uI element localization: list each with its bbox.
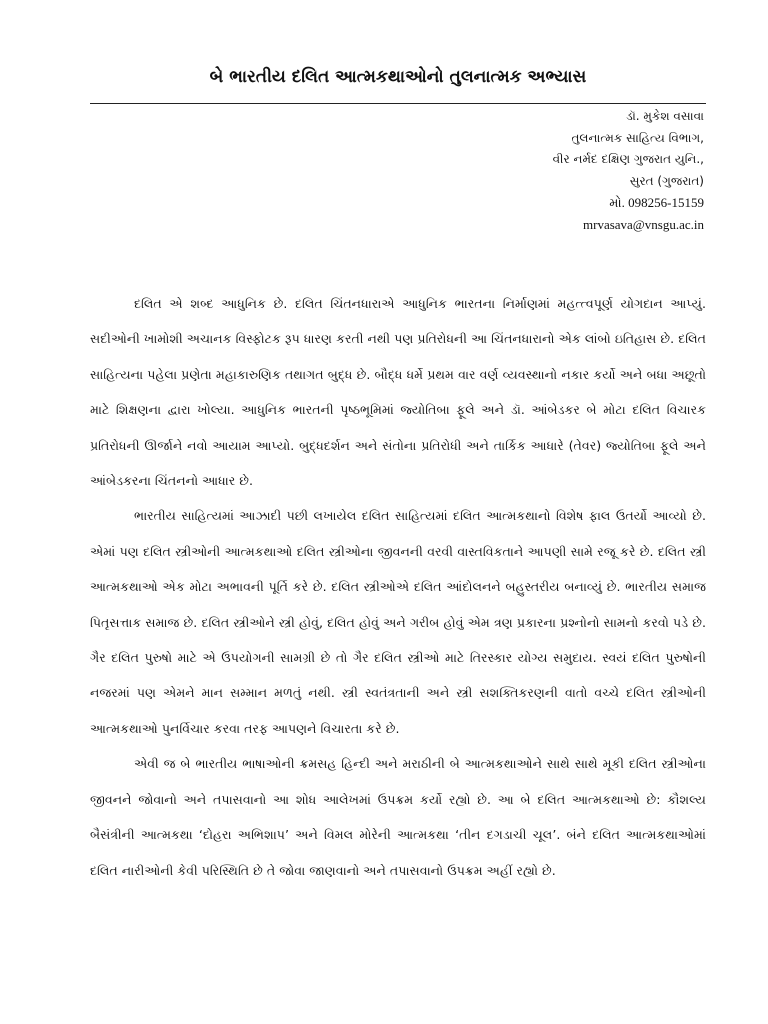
paragraph-2: ભારતીય સાહિત્યમાં આઝાદી પછી લખાયેલ દલિત સાહિત્યમાં દલિત આત્મકથાનો વિશેષ ફાલ ઉતર્યો આવ્યો છે. એમાં પણ દલિત સ્ત્રીઓની આત્મકથાઓ દલિત સ્ત્રીઓના જીવનની વરવી વાસ્તવિકતાને આપણી સામે રજૂ કરે છે. દલિત સ્ત્રી આત્મકથાઓ એક મોટા અભાવની પૂર્તિ કરે છે. દલિત સ્ત્રીઓએ દલિત આંદોલનને બહુસ્તરીય બનાવ્યું છે. ભારતીય સમાજ પિતૃસત્તાક સમાજ છે. દલિત સ્ત્રીઓને સ્ત્રી હોવું, દલિત હોવું અને ગરીબ હોવું એમ ત્રણ પ્રકારના પ્રશ્નોનો સામનો કરવો પડે છે. ગૈર દલિત પુરુષો માટે એ ઉપયોગની સામગ્રી છે તો ગૈર દલિત સ્ત્રીઓ માટે તિરસ્કાર યોગ્ય સમુદાય. સ્વયં દલિત પુરુષોની નજરમાં પણ એમને માન સમ્માન મળતું નથી. સ્ત્રી સ્વતંત્રતાની અને સ્ત્રી સશક્તિકરણની વાતો વચ્ચે દલિત સ્ત્રીઓની આત્મકથાઓ પુનર્વિચાર કરવા તરફ આપણને વિચારતા કરે છે. [90, 508, 706, 736]
author-department: તુલનાત્મક સાહિત્ય વિભાગ, [571, 130, 704, 145]
paragraph-3: એવી જ બે ભારતીય ભાષાઓની ક્રમસહ હિન્દી અને મરાઠીની બે આત્મકથાઓને સાથે સાથે મૂકી દલિત સ્ત્રીઓના જીવનને જોવાનો અને તપાસવાનો આ શોધ આલેખમાં ઉપક્રમ કર્યો રહ્યો છે. આ બે દલિત આત્મકથાઓ છે: કૌશલ્ય બૈસંત્રીની આત્મકથા ‘દોહરા અભિશાપ’ અને વિમલ મોરેની આત્મકથા ‘તીન દગડાચી ચૂલ’. બંને દલિત આત્મકથાઓમાં દલિત નારીઓની કેવી પરિસ્થિતિ છે તે જોવા જાણવાનો અને તપાસવાનો ઉપક્રમ અહીં રહ્યો છે. [90, 756, 706, 878]
author-university: વીર નર્મદ દક્ષિણ ગુજરાત યુનિ., [552, 152, 704, 166]
author-info [553, 106, 704, 235]
paper-title: બે ભારતીય દલિત આત્મકથાઓનો તુલનાત્મક અભ્યાસ [209, 67, 587, 87]
author-phone: મો. 098256-15159 [609, 195, 704, 210]
paragraph-1: દલિત એ શબ્દ આધુનિક છે. દલિત ચિંતનધારાએ આધુનિક ભારતના નિર્માણમાં મહત્ત્વપૂર્ણ યોગદાન આપ્યું. સદીઓની ખામોશી અચાનક વિસ્ફોટક રૂપ ધારણ કરતી નથી પણ પ્રતિરોધની આ ચિંતનધારાનો એક લાંબો ઇતિહાસ છે. દલિત સાહિત્યના પહેલા પ્રણેતા મહાકારુણિક તથાગત બુદ્ધ છે. બૌદ્ધ ધર્મે પ્રથમ વાર વર્ણ વ્યવસ્થાનો નકાર કર્યો અને બધા અછૂતો માટે શિક્ષણના દ્વારા ખોલ્યા. આધુનિક ભારતની પૃષ્ઠભૂમિમાં જ્યોતિબા ફૂલે અને ડૉ. આંબેડકર બે મોટા દલિત વિચારક પ્રતિરોધની ઊર્જાને નવો આયામ આપ્યો. બુદ્ધદર્શન અને સંતોના પ્રતિરોધી અને તાર્કિક આધારે (તેવર) જ્યોતિબા ફૂલે અને આંબેડકરના ચિંતનનો આધાર છે. [90, 296, 706, 489]
title-divider [90, 103, 706, 104]
author-email: mrvasava@vnsgu.ac.in [583, 216, 704, 232]
author-name: ડૉ. મુકેશ વસાવા [626, 109, 704, 123]
body-text [90, 286, 706, 888]
author-city: સુરત (ગુજરાત) [629, 173, 704, 188]
